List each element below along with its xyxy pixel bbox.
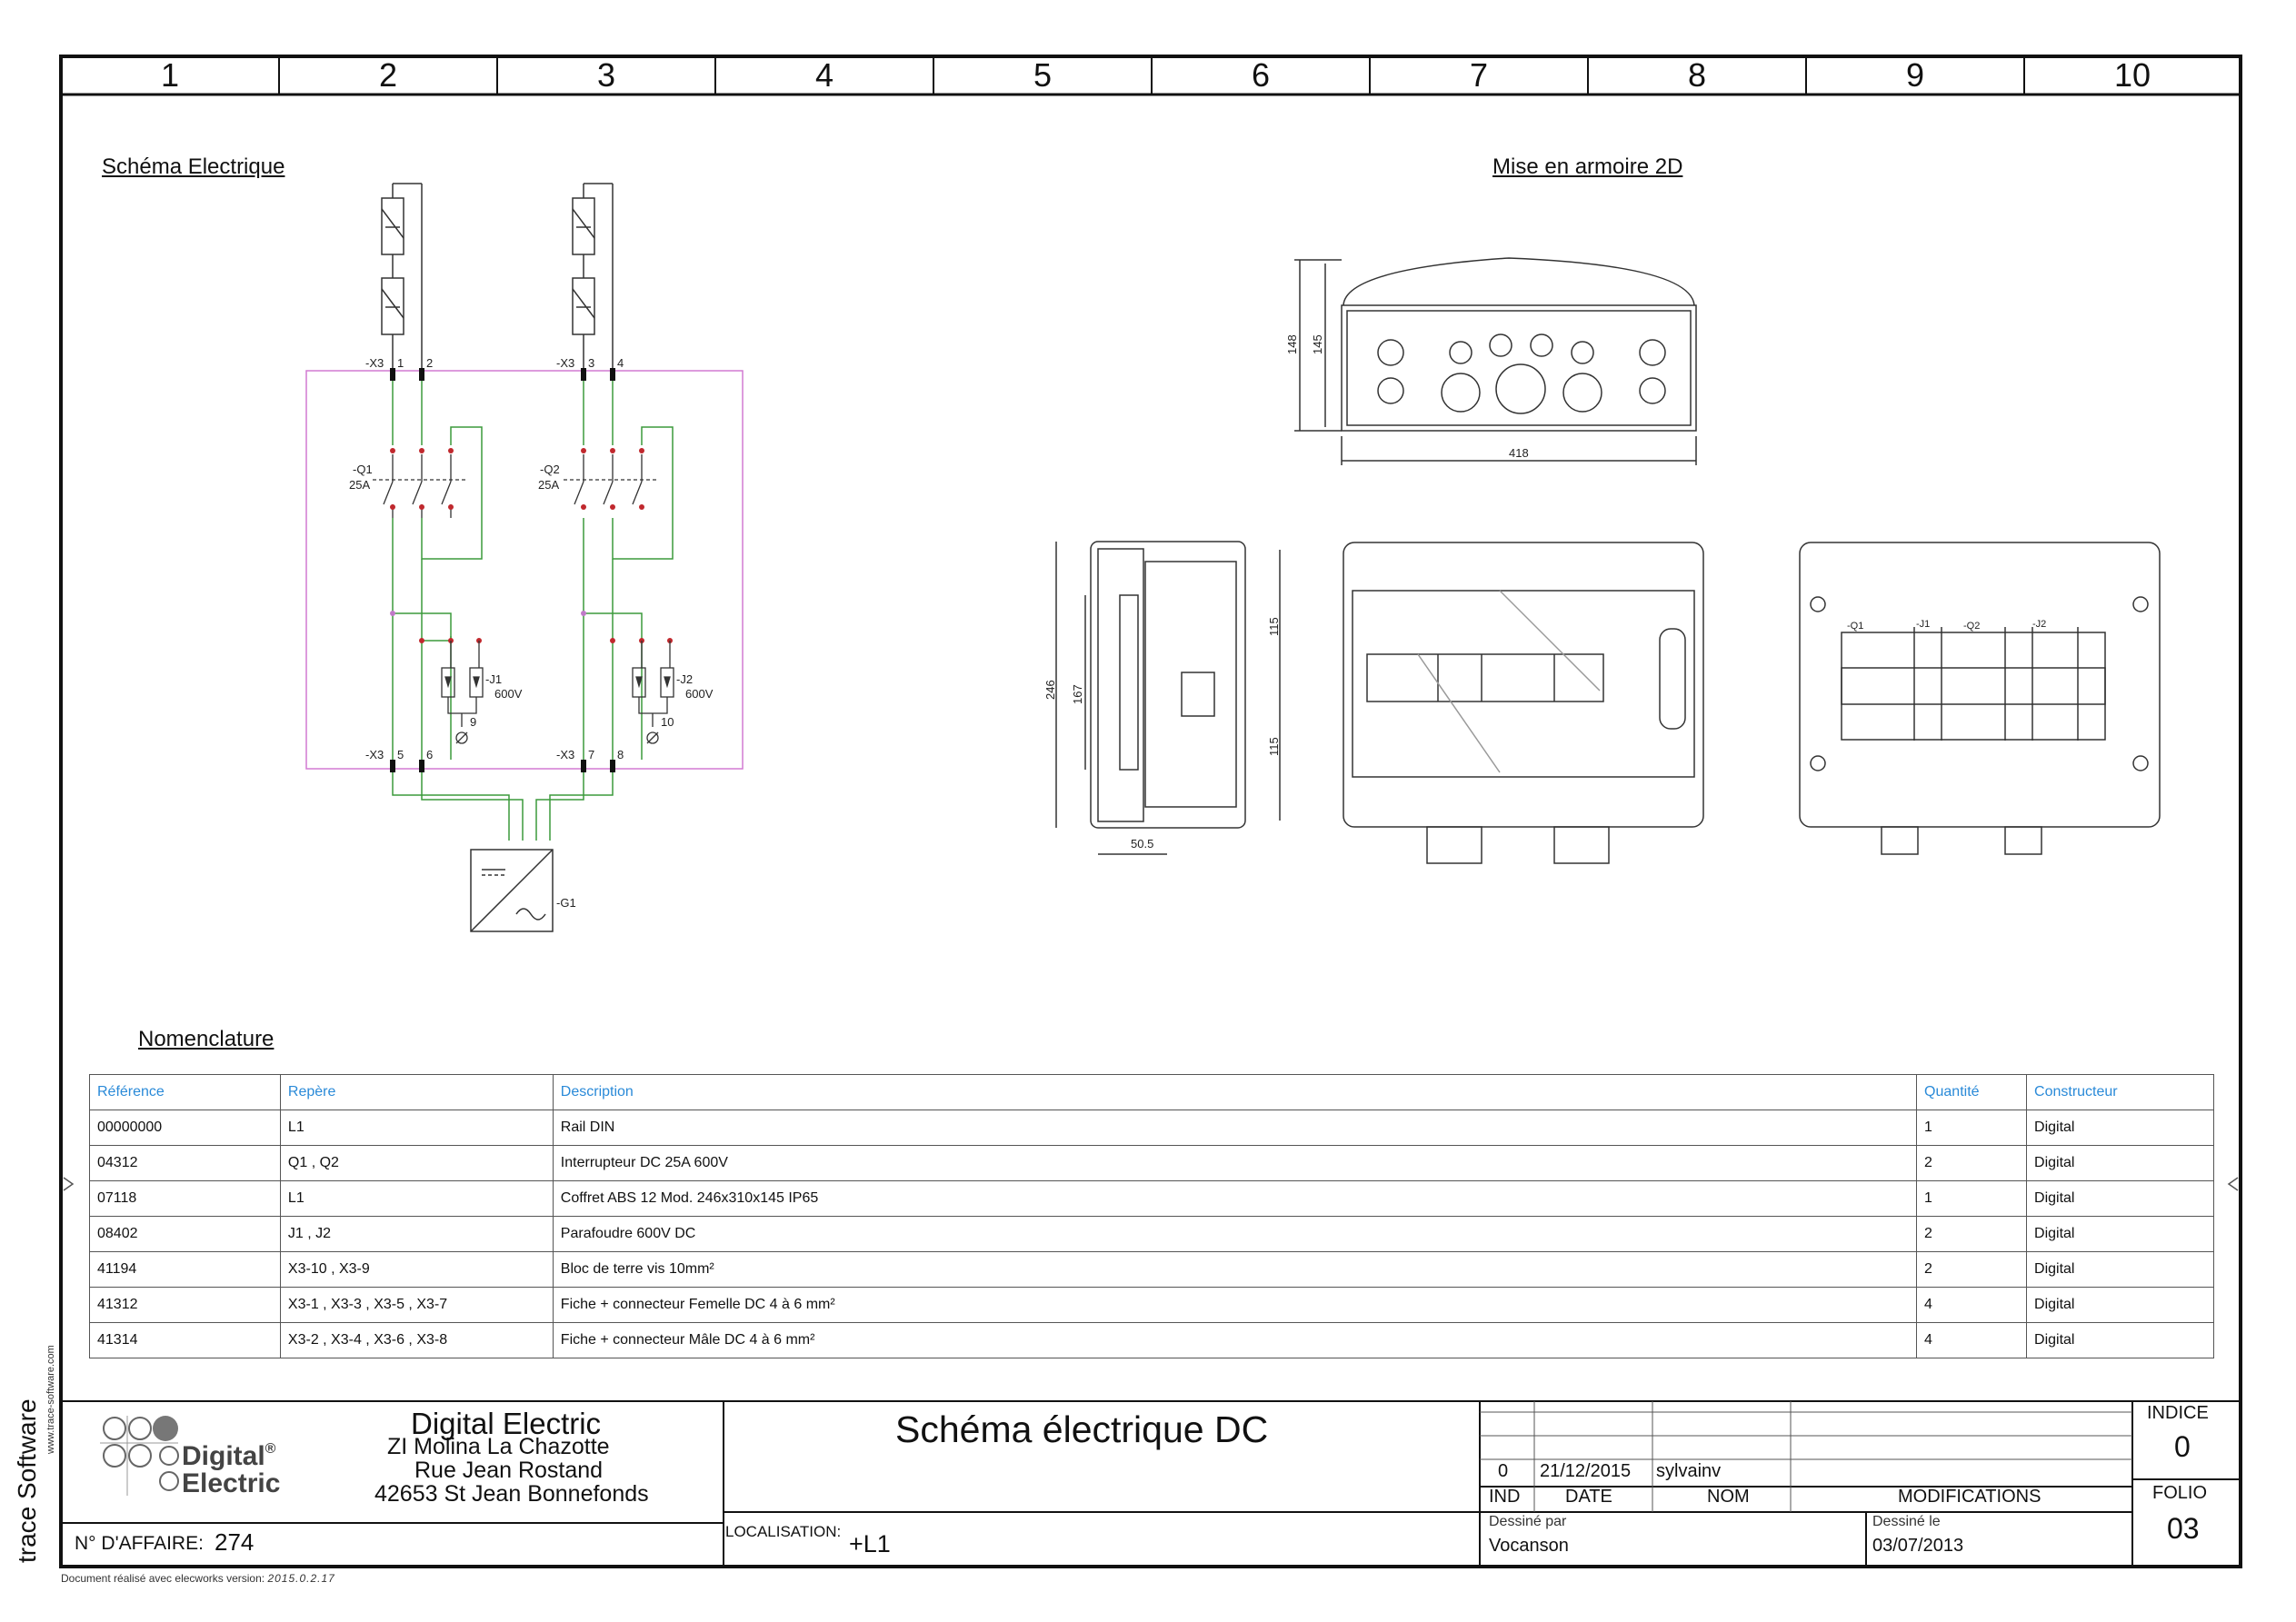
svg-text:600V: 600V <box>685 687 714 701</box>
cell-reference: 04312 <box>90 1146 281 1181</box>
cell-repere: Q1 , Q2 <box>280 1146 553 1181</box>
cell-quantity: 2 <box>1917 1217 2027 1252</box>
svg-text:50.5: 50.5 <box>1131 837 1154 851</box>
cell-manufacturer: Digital <box>2027 1323 2214 1358</box>
svg-text:5: 5 <box>397 748 404 761</box>
svg-text:418: 418 <box>1509 446 1529 460</box>
column-number: 10 <box>2113 56 2151 94</box>
schematic-title: Schéma Electrique <box>102 154 285 179</box>
cell-description: Fiche + connecteur Mâle DC 4 à 6 mm² <box>553 1323 1916 1358</box>
affaire-number: 274 <box>215 1528 255 1556</box>
affaire-label: N° D'AFFAIRE: <box>75 1533 204 1554</box>
cell-description: Bloc de terre vis 10mm² <box>553 1252 1916 1288</box>
software-version: 2015.0.2.17 <box>267 1572 335 1585</box>
svg-text:8: 8 <box>617 748 624 761</box>
svg-text:9: 9 <box>470 715 477 729</box>
cell-reference: 41312 <box>90 1288 281 1323</box>
column-number: 4 <box>814 56 834 94</box>
enclosure-title: Mise en armoire 2D <box>1492 154 1683 179</box>
cell-quantity: 4 <box>1917 1288 2027 1323</box>
svg-text:6: 6 <box>426 748 434 761</box>
svg-text:-Q2: -Q2 <box>540 463 560 476</box>
cell-quantity: 4 <box>1917 1323 2027 1358</box>
column-number: 1 <box>160 56 180 94</box>
svg-text:25A: 25A <box>538 478 560 492</box>
column-number: 8 <box>1687 56 1707 94</box>
indice-label: INDICE <box>2147 1403 2209 1423</box>
cell-repere: X3-10 , X3-9 <box>280 1252 553 1288</box>
header-description: Description <box>553 1075 1916 1110</box>
svg-text:-J2: -J2 <box>2032 619 2047 630</box>
nomenclature-title: Nomenclature <box>138 1027 275 1051</box>
cell-repere: X3-2 , X3-4 , X3-6 , X3-8 <box>280 1323 553 1358</box>
rev-header-modifications: MODIFICATIONS <box>1898 1487 2041 1507</box>
cell-quantity: 1 <box>1917 1181 2027 1217</box>
registered-mark: ® <box>265 1441 276 1457</box>
column-number: 3 <box>596 56 616 94</box>
cell-quantity: 2 <box>1917 1252 2027 1288</box>
svg-text:145: 145 <box>1311 334 1324 354</box>
cell-reference: 41194 <box>90 1252 281 1288</box>
svg-text:7: 7 <box>588 748 595 761</box>
svg-text:-G1: -G1 <box>556 896 576 910</box>
svg-text:246: 246 <box>1043 680 1057 700</box>
drawn-by-value: Vocanson <box>1489 1536 1569 1556</box>
column-number: 2 <box>378 56 398 94</box>
drawing-title: Schéma électrique DC <box>895 1408 1269 1450</box>
revision-ind: 0 <box>1498 1461 1509 1481</box>
svg-text:-Q1: -Q1 <box>1847 621 1864 632</box>
company-name: Digital Electric <box>411 1407 602 1440</box>
revision-nom: sylvainv <box>1656 1461 1722 1481</box>
svg-text:2: 2 <box>426 356 434 370</box>
localisation-value: +L1 <box>849 1530 891 1557</box>
svg-text:-J2: -J2 <box>676 672 694 686</box>
column-number: 9 <box>1905 56 1925 94</box>
svg-text:1: 1 <box>397 356 404 370</box>
terminal-label: -X3 <box>365 356 384 370</box>
company-logo <box>100 1416 178 1496</box>
svg-text:-Q2: -Q2 <box>1963 621 1981 632</box>
header-reference: Référence <box>90 1075 281 1110</box>
folio-value: 03 <box>2167 1512 2200 1545</box>
cell-manufacturer: Digital <box>2027 1252 2214 1288</box>
folio-label: FOLIO <box>2152 1483 2208 1503</box>
cell-description: Rail DIN <box>553 1110 1916 1146</box>
cell-description: Coffret ABS 12 Mod. 246x310x145 IP65 <box>553 1181 1916 1217</box>
svg-text:167: 167 <box>1071 684 1084 704</box>
svg-text:-Q1: -Q1 <box>353 463 373 476</box>
column-number: 5 <box>1033 56 1053 94</box>
drawn-by-label: Dessiné par <box>1489 1514 1567 1529</box>
cell-manufacturer: Digital <box>2027 1217 2214 1252</box>
localisation-label: LOCALISATION: <box>725 1523 842 1540</box>
company-address-1: ZI Molina La Chazotte <box>387 1434 610 1459</box>
svg-text:-J1: -J1 <box>1916 619 1931 630</box>
cell-repere: X3-1 , X3-3 , X3-5 , X3-7 <box>280 1288 553 1323</box>
logo-line1: Digital® <box>182 1441 276 1471</box>
cell-repere: L1 <box>280 1110 553 1146</box>
cell-reference: 07118 <box>90 1181 281 1217</box>
column-number: 7 <box>1469 56 1489 94</box>
cell-description: Interrupteur DC 25A 600V <box>553 1146 1916 1181</box>
rev-header-date: DATE <box>1565 1487 1612 1507</box>
logo-line2: Electric <box>182 1468 281 1498</box>
cell-repere: L1 <box>280 1181 553 1217</box>
svg-text:148: 148 <box>1285 334 1299 354</box>
column-number: 6 <box>1251 56 1271 94</box>
drawn-on-value: 03/07/2013 <box>1872 1536 1964 1556</box>
svg-text:600V: 600V <box>494 687 523 701</box>
header-quantity: Quantité <box>1917 1075 2027 1110</box>
svg-text:25A: 25A <box>349 478 371 492</box>
svg-text:-J1: -J1 <box>485 672 503 686</box>
svg-text:10: 10 <box>661 715 674 729</box>
rev-header-nom: NOM <box>1707 1487 1750 1507</box>
svg-text:115: 115 <box>1267 617 1281 636</box>
svg-text:-X3: -X3 <box>556 356 575 370</box>
cell-description: Fiche + connecteur Femelle DC 4 à 6 mm² <box>553 1288 1916 1323</box>
cell-reference: 00000000 <box>90 1110 281 1146</box>
header-manufacturer: Constructeur <box>2027 1075 2214 1110</box>
indice-value: 0 <box>2174 1430 2191 1463</box>
side-brand-text: trace Software <box>13 1398 41 1563</box>
cell-reference: 08402 <box>90 1217 281 1252</box>
company-address-3: 42653 St Jean Bonnefonds <box>374 1481 649 1507</box>
svg-text:-X3: -X3 <box>365 748 384 761</box>
cell-quantity: 2 <box>1917 1146 2027 1181</box>
cell-manufacturer: Digital <box>2027 1146 2214 1181</box>
drawn-on-label: Dessiné le <box>1872 1514 1941 1529</box>
cell-reference: 41314 <box>90 1323 281 1358</box>
svg-text:115: 115 <box>1267 737 1281 756</box>
side-url: www.trace-software.com <box>45 1345 56 1454</box>
rev-header-ind: IND <box>1489 1487 1521 1507</box>
cell-manufacturer: Digital <box>2027 1110 2214 1146</box>
footer-note: Document réalisé avec elecworks version: 2015.0.2.17 <box>61 1572 335 1585</box>
svg-text:3: 3 <box>588 356 595 370</box>
cell-quantity: 1 <box>1917 1110 2027 1146</box>
revision-date: 21/12/2015 <box>1540 1461 1632 1481</box>
header-repere: Repère <box>280 1075 553 1110</box>
cell-repere: J1 , J2 <box>280 1217 553 1252</box>
cell-manufacturer: Digital <box>2027 1288 2214 1323</box>
svg-text:-X3: -X3 <box>556 748 575 761</box>
svg-text:4: 4 <box>617 356 624 370</box>
cell-manufacturer: Digital <box>2027 1181 2214 1217</box>
company-address-2: Rue Jean Rostand <box>414 1458 604 1483</box>
cell-description: Parafoudre 600V DC <box>553 1217 1916 1252</box>
